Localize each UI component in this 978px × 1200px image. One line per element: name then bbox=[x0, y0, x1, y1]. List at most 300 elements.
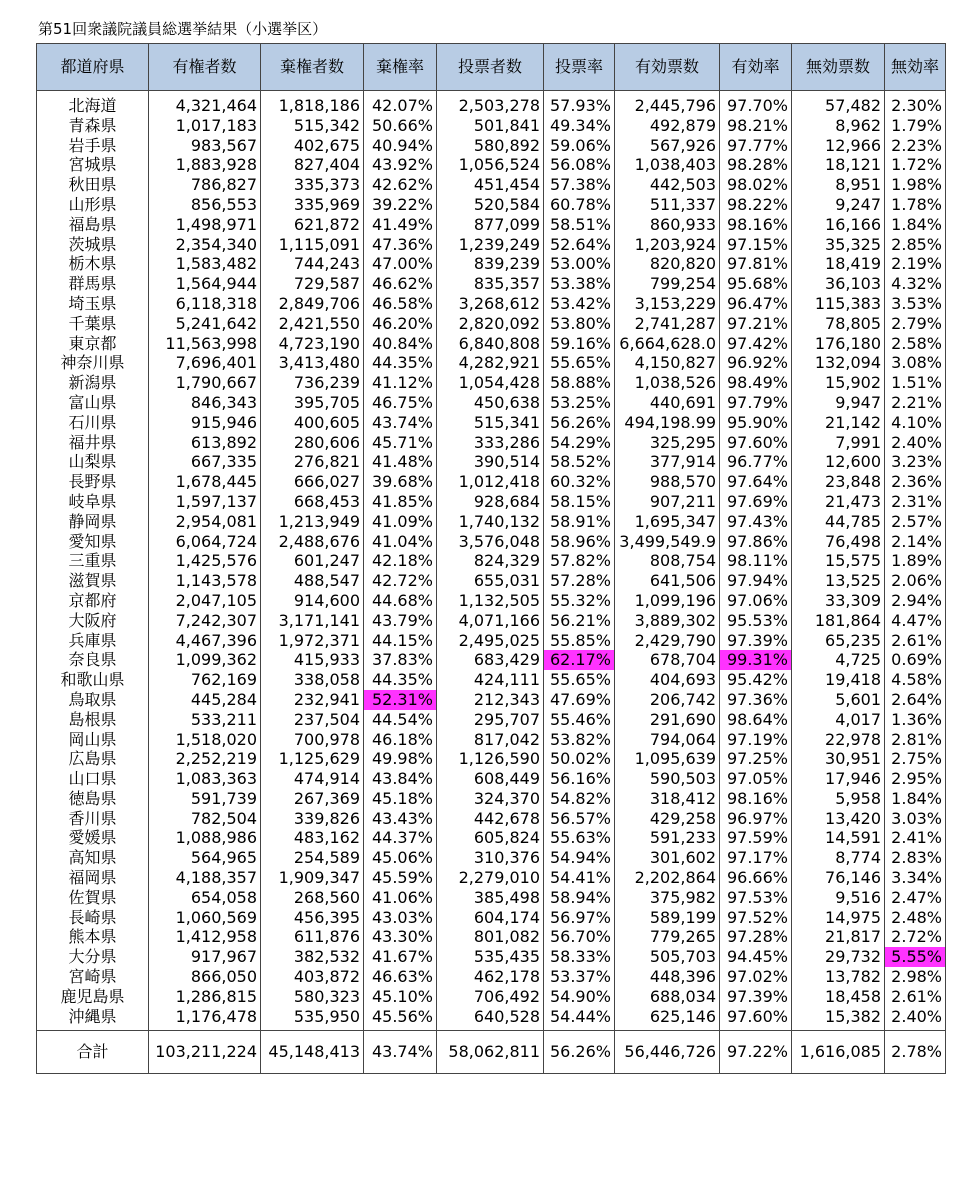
value-cell: 39.68% bbox=[364, 472, 437, 492]
value-cell: 400,605 bbox=[261, 413, 364, 433]
value-cell: 338,058 bbox=[261, 670, 364, 690]
table-row bbox=[37, 789, 946, 809]
value-cell: 567,926 bbox=[615, 136, 720, 156]
total-value: 103,211,224 bbox=[149, 1031, 261, 1074]
value-cell: 96.66% bbox=[720, 868, 792, 888]
value-cell: 655,031 bbox=[437, 571, 544, 591]
value-cell: 42.18% bbox=[364, 551, 437, 571]
value-cell: 6,664,628.0 bbox=[615, 334, 720, 354]
value-cell: 1,583,482 bbox=[149, 254, 261, 274]
value-cell: 98.16% bbox=[720, 789, 792, 809]
value-cell: 44.37% bbox=[364, 828, 437, 848]
value-cell: 9,947 bbox=[792, 393, 885, 413]
prefecture-cell: 沖縄県 bbox=[37, 1007, 149, 1031]
value-cell: 794,064 bbox=[615, 730, 720, 750]
value-cell: 41.04% bbox=[364, 532, 437, 552]
value-cell: 2.41% bbox=[885, 828, 946, 848]
value-cell: 2.23% bbox=[885, 136, 946, 156]
value-cell: 1,056,524 bbox=[437, 155, 544, 175]
column-header: 棄権率 bbox=[364, 44, 437, 91]
value-cell: 3.23% bbox=[885, 452, 946, 472]
table-row bbox=[37, 571, 946, 591]
value-cell: 18,121 bbox=[792, 155, 885, 175]
value-cell: 762,169 bbox=[149, 670, 261, 690]
value-cell: 95.42% bbox=[720, 670, 792, 690]
value-cell: 12,600 bbox=[792, 452, 885, 472]
value-cell: 450,638 bbox=[437, 393, 544, 413]
value-cell: 58.91% bbox=[544, 512, 615, 532]
value-cell: 57.82% bbox=[544, 551, 615, 571]
value-cell: 324,370 bbox=[437, 789, 544, 809]
value-cell: 4,282,921 bbox=[437, 353, 544, 373]
value-cell: 917,967 bbox=[149, 947, 261, 967]
table-row bbox=[37, 353, 946, 373]
table-row bbox=[37, 631, 946, 651]
value-cell: 2,495,025 bbox=[437, 631, 544, 651]
total-value: 97.22% bbox=[720, 1031, 792, 1074]
header-row bbox=[37, 44, 946, 91]
prefecture-cell: 山口県 bbox=[37, 769, 149, 789]
value-cell: 404,693 bbox=[615, 670, 720, 690]
column-header: 無効率 bbox=[885, 44, 946, 91]
value-cell: 8,774 bbox=[792, 848, 885, 868]
value-cell: 1,695,347 bbox=[615, 512, 720, 532]
value-cell: 13,525 bbox=[792, 571, 885, 591]
prefecture-cell: 滋賀県 bbox=[37, 571, 149, 591]
column-header: 有効票数 bbox=[615, 44, 720, 91]
value-cell: 17,946 bbox=[792, 769, 885, 789]
value-cell: 206,742 bbox=[615, 690, 720, 710]
table-row bbox=[37, 650, 946, 670]
table-row bbox=[37, 710, 946, 730]
value-cell: 2,047,105 bbox=[149, 591, 261, 611]
value-cell: 310,376 bbox=[437, 848, 544, 868]
column-header: 有権者数 bbox=[149, 44, 261, 91]
value-cell: 474,914 bbox=[261, 769, 364, 789]
value-cell: 641,506 bbox=[615, 571, 720, 591]
value-cell: 54.41% bbox=[544, 868, 615, 888]
value-cell: 1,054,428 bbox=[437, 373, 544, 393]
value-cell: 335,373 bbox=[261, 175, 364, 195]
value-cell: 96.97% bbox=[720, 809, 792, 829]
value-cell: 56.26% bbox=[544, 413, 615, 433]
table-row bbox=[37, 373, 946, 393]
value-cell: 2.64% bbox=[885, 690, 946, 710]
value-cell: 451,454 bbox=[437, 175, 544, 195]
value-cell: 590,503 bbox=[615, 769, 720, 789]
value-cell: 2,488,676 bbox=[261, 532, 364, 552]
total-value: 1,616,085 bbox=[792, 1031, 885, 1074]
value-cell: 18,419 bbox=[792, 254, 885, 274]
value-cell: 678,704 bbox=[615, 650, 720, 670]
value-cell: 7,696,401 bbox=[149, 353, 261, 373]
value-cell: 456,395 bbox=[261, 908, 364, 928]
prefecture-cell: 石川県 bbox=[37, 413, 149, 433]
value-cell: 1,083,363 bbox=[149, 769, 261, 789]
total-value: 43.74% bbox=[364, 1031, 437, 1074]
value-cell: 535,435 bbox=[437, 947, 544, 967]
table-row bbox=[37, 828, 946, 848]
value-cell: 98.16% bbox=[720, 215, 792, 235]
value-cell: 2,445,796 bbox=[615, 91, 720, 116]
value-cell: 4.10% bbox=[885, 413, 946, 433]
value-cell: 1,017,183 bbox=[149, 116, 261, 136]
value-cell: 97.17% bbox=[720, 848, 792, 868]
value-cell: 729,587 bbox=[261, 274, 364, 294]
table-row bbox=[37, 551, 946, 571]
prefecture-cell: 高知県 bbox=[37, 848, 149, 868]
value-cell: 97.86% bbox=[720, 532, 792, 552]
value-cell: 601,247 bbox=[261, 551, 364, 571]
value-cell: 98.02% bbox=[720, 175, 792, 195]
value-cell: 442,678 bbox=[437, 809, 544, 829]
column-header: 有効率 bbox=[720, 44, 792, 91]
value-cell: 15,575 bbox=[792, 551, 885, 571]
value-cell: 4,017 bbox=[792, 710, 885, 730]
total-value: 58,062,811 bbox=[437, 1031, 544, 1074]
value-cell: 3,576,048 bbox=[437, 532, 544, 552]
value-cell: 424,111 bbox=[437, 670, 544, 690]
value-cell: 276,821 bbox=[261, 452, 364, 472]
table-row bbox=[37, 314, 946, 334]
value-cell: 212,343 bbox=[437, 690, 544, 710]
value-cell: 14,975 bbox=[792, 908, 885, 928]
value-cell: 21,473 bbox=[792, 492, 885, 512]
value-cell: 666,027 bbox=[261, 472, 364, 492]
total-row bbox=[37, 1031, 946, 1074]
value-cell: 41.85% bbox=[364, 492, 437, 512]
prefecture-cell: 和歌山県 bbox=[37, 670, 149, 690]
value-cell: 58.88% bbox=[544, 373, 615, 393]
table-row bbox=[37, 215, 946, 235]
prefecture-cell: 神奈川県 bbox=[37, 353, 149, 373]
value-cell: 520,584 bbox=[437, 195, 544, 215]
value-cell: 3,171,141 bbox=[261, 611, 364, 631]
value-cell: 604,174 bbox=[437, 908, 544, 928]
value-cell: 820,820 bbox=[615, 254, 720, 274]
table-row bbox=[37, 670, 946, 690]
prefecture-cell: 熊本県 bbox=[37, 927, 149, 947]
value-cell: 625,146 bbox=[615, 1007, 720, 1031]
table-row bbox=[37, 888, 946, 908]
value-cell: 19,418 bbox=[792, 670, 885, 690]
value-cell: 1,125,629 bbox=[261, 749, 364, 769]
value-cell: 817,042 bbox=[437, 730, 544, 750]
value-cell: 97.43% bbox=[720, 512, 792, 532]
value-cell: 1,132,505 bbox=[437, 591, 544, 611]
value-cell: 866,050 bbox=[149, 967, 261, 987]
table-row bbox=[37, 769, 946, 789]
value-cell: 2,421,550 bbox=[261, 314, 364, 334]
prefecture-cell: 青森県 bbox=[37, 116, 149, 136]
prefecture-cell: 宮城県 bbox=[37, 155, 149, 175]
value-cell: 1,972,371 bbox=[261, 631, 364, 651]
value-cell: 700,978 bbox=[261, 730, 364, 750]
value-cell: 488,547 bbox=[261, 571, 364, 591]
table-row bbox=[37, 235, 946, 255]
value-cell: 3,889,302 bbox=[615, 611, 720, 631]
value-cell: 1.79% bbox=[885, 116, 946, 136]
value-cell: 53.42% bbox=[544, 294, 615, 314]
value-cell: 1,818,186 bbox=[261, 91, 364, 116]
value-cell: 1,038,403 bbox=[615, 155, 720, 175]
value-cell: 860,933 bbox=[615, 215, 720, 235]
value-cell: 2.61% bbox=[885, 631, 946, 651]
total-label: 合計 bbox=[37, 1031, 149, 1074]
value-cell: 56.16% bbox=[544, 769, 615, 789]
value-cell: 41.12% bbox=[364, 373, 437, 393]
value-cell: 2,820,092 bbox=[437, 314, 544, 334]
value-cell: 501,841 bbox=[437, 116, 544, 136]
value-cell: 339,826 bbox=[261, 809, 364, 829]
value-cell: 4,188,357 bbox=[149, 868, 261, 888]
prefecture-cell: 兵庫県 bbox=[37, 631, 149, 651]
value-cell: 533,211 bbox=[149, 710, 261, 730]
value-cell: 58.96% bbox=[544, 532, 615, 552]
value-cell: 46.63% bbox=[364, 967, 437, 987]
table-row bbox=[37, 730, 946, 750]
value-cell: 291,690 bbox=[615, 710, 720, 730]
value-cell: 43.03% bbox=[364, 908, 437, 928]
value-cell: 856,553 bbox=[149, 195, 261, 215]
value-cell: 1,883,928 bbox=[149, 155, 261, 175]
value-cell: 377,914 bbox=[615, 452, 720, 472]
value-cell: 44.54% bbox=[364, 710, 437, 730]
prefecture-cell: 広島県 bbox=[37, 749, 149, 769]
value-cell: 928,684 bbox=[437, 492, 544, 512]
value-cell: 37.83% bbox=[364, 650, 437, 670]
value-cell: 43.84% bbox=[364, 769, 437, 789]
value-cell: 2.61% bbox=[885, 987, 946, 1007]
value-cell: 13,782 bbox=[792, 967, 885, 987]
value-cell: 50.66% bbox=[364, 116, 437, 136]
value-cell: 55.65% bbox=[544, 353, 615, 373]
value-cell: 1,176,478 bbox=[149, 1007, 261, 1031]
value-cell: 1,115,091 bbox=[261, 235, 364, 255]
value-cell: 591,739 bbox=[149, 789, 261, 809]
value-cell: 97.69% bbox=[720, 492, 792, 512]
value-cell: 4.58% bbox=[885, 670, 946, 690]
value-cell: 2.19% bbox=[885, 254, 946, 274]
value-cell: 4.47% bbox=[885, 611, 946, 631]
value-cell: 915,946 bbox=[149, 413, 261, 433]
prefecture-cell: 静岡県 bbox=[37, 512, 149, 532]
value-cell: 654,058 bbox=[149, 888, 261, 908]
value-cell: 97.64% bbox=[720, 472, 792, 492]
value-cell: 5,241,642 bbox=[149, 314, 261, 334]
value-cell: 97.53% bbox=[720, 888, 792, 908]
value-cell: 56.57% bbox=[544, 809, 615, 829]
value-cell: 492,879 bbox=[615, 116, 720, 136]
value-cell: 97.25% bbox=[720, 749, 792, 769]
value-cell: 44.35% bbox=[364, 353, 437, 373]
page-title: 第51回衆議院議員総選挙結果（小選挙区） bbox=[38, 20, 328, 38]
value-cell: 97.60% bbox=[720, 433, 792, 453]
value-cell: 445,284 bbox=[149, 690, 261, 710]
value-cell: 96.77% bbox=[720, 452, 792, 472]
value-cell: 65,235 bbox=[792, 631, 885, 651]
column-header: 投票者数 bbox=[437, 44, 544, 91]
value-cell: 54.94% bbox=[544, 848, 615, 868]
total-value: 2.78% bbox=[885, 1031, 946, 1074]
value-cell: 232,941 bbox=[261, 690, 364, 710]
value-cell: 799,254 bbox=[615, 274, 720, 294]
table-row bbox=[37, 492, 946, 512]
value-cell: 97.79% bbox=[720, 393, 792, 413]
value-cell: 97.70% bbox=[720, 91, 792, 116]
value-cell: 613,892 bbox=[149, 433, 261, 453]
value-cell: 801,082 bbox=[437, 927, 544, 947]
value-cell: 62.17% bbox=[544, 650, 615, 670]
value-cell: 56.97% bbox=[544, 908, 615, 928]
prefecture-cell: 佐賀県 bbox=[37, 888, 149, 908]
value-cell: 23,848 bbox=[792, 472, 885, 492]
value-cell: 2.40% bbox=[885, 433, 946, 453]
value-cell: 43.43% bbox=[364, 809, 437, 829]
value-cell: 1.84% bbox=[885, 789, 946, 809]
table-row bbox=[37, 472, 946, 492]
prefecture-cell: 岡山県 bbox=[37, 730, 149, 750]
prefecture-cell: 岐阜県 bbox=[37, 492, 149, 512]
value-cell: 59.06% bbox=[544, 136, 615, 156]
value-cell: 36,103 bbox=[792, 274, 885, 294]
table-row bbox=[37, 294, 946, 314]
prefecture-cell: 鹿児島県 bbox=[37, 987, 149, 1007]
value-cell: 55.46% bbox=[544, 710, 615, 730]
value-cell: 52.64% bbox=[544, 235, 615, 255]
value-cell: 668,453 bbox=[261, 492, 364, 512]
value-cell: 2.58% bbox=[885, 334, 946, 354]
value-cell: 60.78% bbox=[544, 195, 615, 215]
table-body bbox=[37, 91, 946, 1031]
value-cell: 2,954,081 bbox=[149, 512, 261, 532]
value-cell: 97.05% bbox=[720, 769, 792, 789]
value-cell: 824,329 bbox=[437, 551, 544, 571]
value-cell: 97.81% bbox=[720, 254, 792, 274]
value-cell: 1,088,986 bbox=[149, 828, 261, 848]
total-value: 56,446,726 bbox=[615, 1031, 720, 1074]
table-row bbox=[37, 334, 946, 354]
value-cell: 41.06% bbox=[364, 888, 437, 908]
value-cell: 808,754 bbox=[615, 551, 720, 571]
value-cell: 839,239 bbox=[437, 254, 544, 274]
prefecture-cell: 奈良県 bbox=[37, 650, 149, 670]
value-cell: 15,902 bbox=[792, 373, 885, 393]
value-cell: 2.14% bbox=[885, 532, 946, 552]
table-row bbox=[37, 175, 946, 195]
value-cell: 60.32% bbox=[544, 472, 615, 492]
value-cell: 176,180 bbox=[792, 334, 885, 354]
value-cell: 97.21% bbox=[720, 314, 792, 334]
table-row bbox=[37, 532, 946, 552]
value-cell: 268,560 bbox=[261, 888, 364, 908]
table-row bbox=[37, 393, 946, 413]
value-cell: 56.08% bbox=[544, 155, 615, 175]
value-cell: 57.38% bbox=[544, 175, 615, 195]
value-cell: 58.51% bbox=[544, 215, 615, 235]
value-cell: 7,991 bbox=[792, 433, 885, 453]
value-cell: 57.28% bbox=[544, 571, 615, 591]
value-cell: 58.94% bbox=[544, 888, 615, 908]
value-cell: 21,817 bbox=[792, 927, 885, 947]
value-cell: 45.59% bbox=[364, 868, 437, 888]
value-cell: 2.85% bbox=[885, 235, 946, 255]
value-cell: 2.40% bbox=[885, 1007, 946, 1031]
value-cell: 21,142 bbox=[792, 413, 885, 433]
value-cell: 325,295 bbox=[615, 433, 720, 453]
value-cell: 29,732 bbox=[792, 947, 885, 967]
table-row bbox=[37, 987, 946, 1007]
prefecture-cell: 愛知県 bbox=[37, 532, 149, 552]
value-cell: 295,707 bbox=[437, 710, 544, 730]
value-cell: 49.98% bbox=[364, 749, 437, 769]
value-cell: 59.16% bbox=[544, 334, 615, 354]
value-cell: 2.06% bbox=[885, 571, 946, 591]
prefecture-cell: 宮崎県 bbox=[37, 967, 149, 987]
table-row bbox=[37, 591, 946, 611]
table-row bbox=[37, 947, 946, 967]
value-cell: 3.08% bbox=[885, 353, 946, 373]
prefecture-cell: 福井県 bbox=[37, 433, 149, 453]
value-cell: 53.37% bbox=[544, 967, 615, 987]
value-cell: 54.82% bbox=[544, 789, 615, 809]
value-cell: 3,268,612 bbox=[437, 294, 544, 314]
value-cell: 611,876 bbox=[261, 927, 364, 947]
value-cell: 2.94% bbox=[885, 591, 946, 611]
value-cell: 52.31% bbox=[364, 690, 437, 710]
prefecture-cell: 北海道 bbox=[37, 91, 149, 116]
prefecture-cell: 京都府 bbox=[37, 591, 149, 611]
value-cell: 53.00% bbox=[544, 254, 615, 274]
value-cell: 3,153,229 bbox=[615, 294, 720, 314]
value-cell: 46.62% bbox=[364, 274, 437, 294]
value-cell: 591,233 bbox=[615, 828, 720, 848]
value-cell: 390,514 bbox=[437, 452, 544, 472]
prefecture-cell: 東京都 bbox=[37, 334, 149, 354]
value-cell: 2.31% bbox=[885, 492, 946, 512]
value-cell: 97.06% bbox=[720, 591, 792, 611]
value-cell: 4,071,166 bbox=[437, 611, 544, 631]
value-cell: 97.59% bbox=[720, 828, 792, 848]
value-cell: 181,864 bbox=[792, 611, 885, 631]
value-cell: 440,691 bbox=[615, 393, 720, 413]
table-row bbox=[37, 274, 946, 294]
column-header: 都道府県 bbox=[37, 44, 149, 91]
value-cell: 744,243 bbox=[261, 254, 364, 274]
value-cell: 40.84% bbox=[364, 334, 437, 354]
value-cell: 97.77% bbox=[720, 136, 792, 156]
value-cell: 1.84% bbox=[885, 215, 946, 235]
value-cell: 415,933 bbox=[261, 650, 364, 670]
prefecture-cell: 長崎県 bbox=[37, 908, 149, 928]
table-row bbox=[37, 908, 946, 928]
value-cell: 95.68% bbox=[720, 274, 792, 294]
value-cell: 98.49% bbox=[720, 373, 792, 393]
value-cell: 483,162 bbox=[261, 828, 364, 848]
value-cell: 58.33% bbox=[544, 947, 615, 967]
prefecture-cell: 千葉県 bbox=[37, 314, 149, 334]
value-cell: 0.69% bbox=[885, 650, 946, 670]
value-cell: 1,597,137 bbox=[149, 492, 261, 512]
value-cell: 403,872 bbox=[261, 967, 364, 987]
value-cell: 448,396 bbox=[615, 967, 720, 987]
value-cell: 76,498 bbox=[792, 532, 885, 552]
value-cell: 58.52% bbox=[544, 452, 615, 472]
value-cell: 4,725 bbox=[792, 650, 885, 670]
value-cell: 16,166 bbox=[792, 215, 885, 235]
value-cell: 1.36% bbox=[885, 710, 946, 730]
value-cell: 442,503 bbox=[615, 175, 720, 195]
